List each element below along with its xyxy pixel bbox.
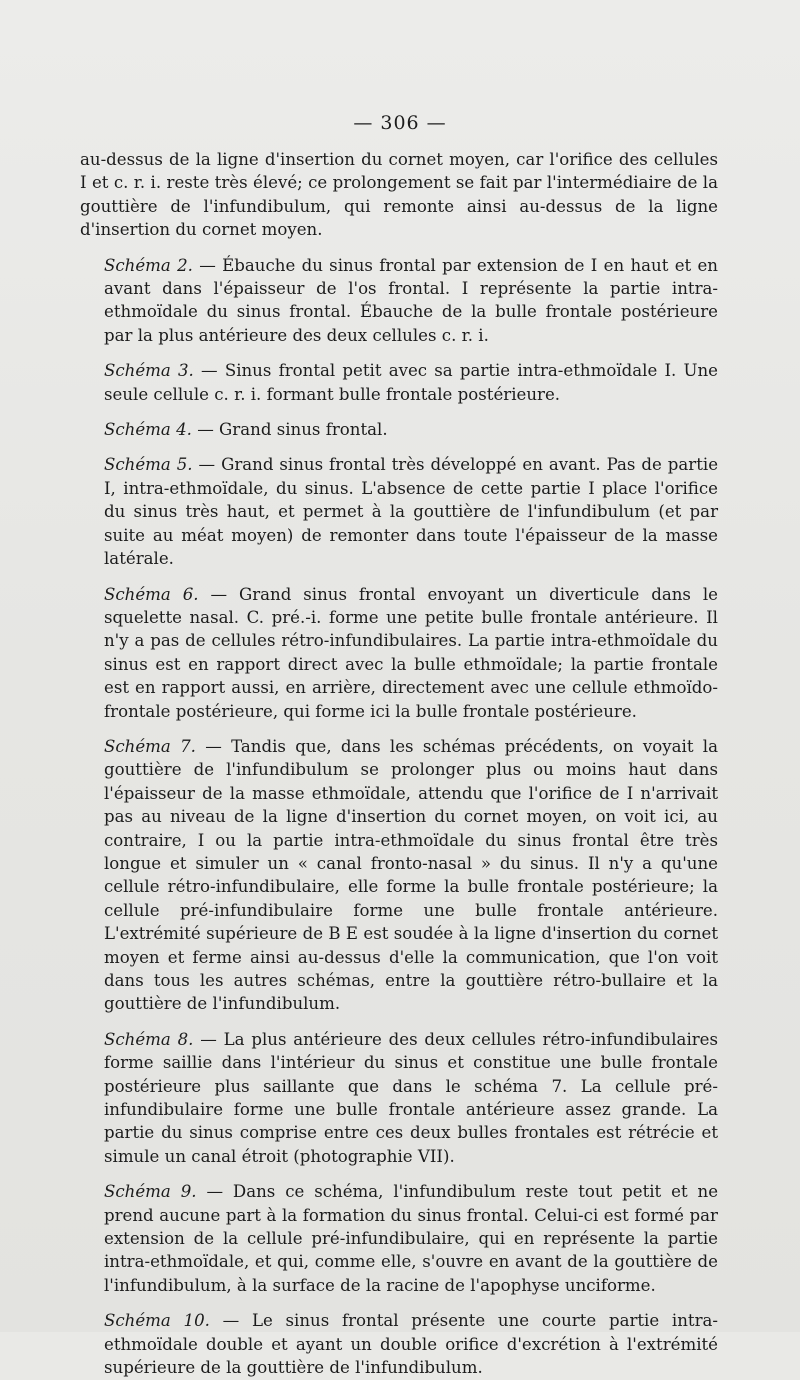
scheme-10-label: Schéma 10. (104, 1311, 210, 1331)
scheme-4-text: — Grand sinus frontal. (197, 420, 388, 440)
scheme-7-label: Schéma 7. (104, 736, 196, 756)
scheme-5-paragraph (80, 453, 718, 570)
scheme-4-paragraph (80, 418, 718, 441)
scheme-3-label: Schéma 3. (104, 361, 194, 381)
intro-paragraph: au-dessus de la ligne d'insertion du cornet moyen, car l'orifice des cellules I et c. r. i. reste très élevé; ce prolongement se fait par l'intermédiaire de la gouttière de l'infundibulum, qui remonte ainsi au-dessus de la ligne d'insertion du cornet moyen. (80, 150, 718, 240)
scheme-7-text: — Tandis que, dans les schémas précédents, on voyait la gouttière de l'infundibulum se prolonger plus ou moins haut dans l'épaisseur de la masse ethmoïdale, attendu que l'orifice de I n'arrivait pas au niveau de la ligne d'insertion du cornet moyen, on voit ici, au contraire, I ou la partie intra-ethmoïdale du sinus frontal être très longue et simuler un « canal fronto-nasal » du sinus. Il n'y a qu'une cellule rétro-infundibulaire, elle forme la bulle frontale postérieure; la cellule pré-infundibulaire forme une bulle frontale antérieure. L'extrémité supérieure de B E est soudée à la ligne d'insertion du cornet moyen et ferme ainsi au-dessus d'elle la communication, que l'on voit dans tous les autres schémas, entre la gouttière rétro-bullaire et la gouttière de l'infundibulum. (104, 736, 718, 1014)
scheme-3-text: — Sinus frontal petit avec sa partie intra-ethmoïdale I. Une seule cellule c. r. i. formant bulle frontale postérieure. (104, 361, 718, 404)
scheme-6-label: Schéma 6. (104, 584, 199, 604)
page-number: — 306 — (353, 112, 447, 134)
scheme-2-text: — Ébauche du sinus frontal par extension de I en haut et en avant dans l'épaisseur de l'os frontal. I représente la partie intra-ethmoïdale du sinus frontal. Ébauche de la bulle frontale postérieure par la plus antérieure des deux cellules c. r. i. (104, 255, 718, 345)
scheme-5-label: Schéma 5. (104, 455, 193, 475)
scheme-10-paragraph (80, 1309, 718, 1379)
scheme-6-text: — Grand sinus frontal envoyant un diverticule dans le squelette nasal. C. pré.-i. forme une petite bulle frontale antérieure. Il n'y a pas de cellules rétro-infundibulaires. La partie intra-ethmoïdale du sinus est en rapport direct avec la bulle ethmoïdale; la partie frontale est en rapport aussi, en arrière, directement avec une cellule ethmoïdo-frontale postérieure, qui forme ici la bulle frontale postérieure. (104, 584, 718, 721)
scheme-3-paragraph (80, 359, 718, 406)
scheme-2-paragraph (80, 254, 718, 348)
scheme-7-paragraph (80, 735, 718, 1016)
scheme-8-label: Schéma 8. (104, 1029, 194, 1049)
scheme-8-paragraph (80, 1028, 718, 1168)
scheme-10-text: — Le sinus frontal présente une courte partie intra-ethmoïdale double et ayant un double orifice d'excrétion à l'extrémité supérieure de la gouttière de l'infundibulum. (104, 1311, 719, 1378)
scheme-4-label: Schéma 4. (104, 420, 192, 440)
scheme-9-label: Schéma 9. (104, 1182, 197, 1202)
scheme-9-text: — Dans ce schéma, l'infundibulum reste tout petit et ne prend aucune part à la formation du sinus frontal. Celui-ci est formé par extension de la cellule pré-infundibulaire, qui en représente la partie intra-ethmoïdale, et qui, comme elle, s'ouvre en avant de la gouttière de l'infundibulum, à la surface de la racine de l'apophyse unciforme. (104, 1182, 719, 1295)
body-text (80, 148, 718, 1380)
scheme-2-label: Schéma 2. (104, 255, 193, 275)
scheme-6-paragraph (80, 583, 718, 723)
scheme-5-text: — Grand sinus frontal très développé en avant. Pas de partie I, intra-ethmoïdale, du sinus. L'absence de cette partie I place l'orifice du sinus très haut, et permet à la gouttière de l'infundibulum (et par suite au méat moyen) de remonter dans toute l'épaisseur de la masse latérale. (104, 455, 719, 569)
scheme-9-paragraph (80, 1180, 718, 1297)
scheme-8-text: — La plus antérieure des deux cellules rétro-infundibulaires forme saillie dans l'intérieur du sinus et constitue une bulle frontale postérieure plus saillante que dans le schéma 7. La cellule pré-infundibulaire forme une bulle frontale antérieure assez grande. La partie du sinus comprise entre ces deux bulles frontales est rétrécie et simule un canal étroit (photographie VII). (104, 1029, 719, 1166)
